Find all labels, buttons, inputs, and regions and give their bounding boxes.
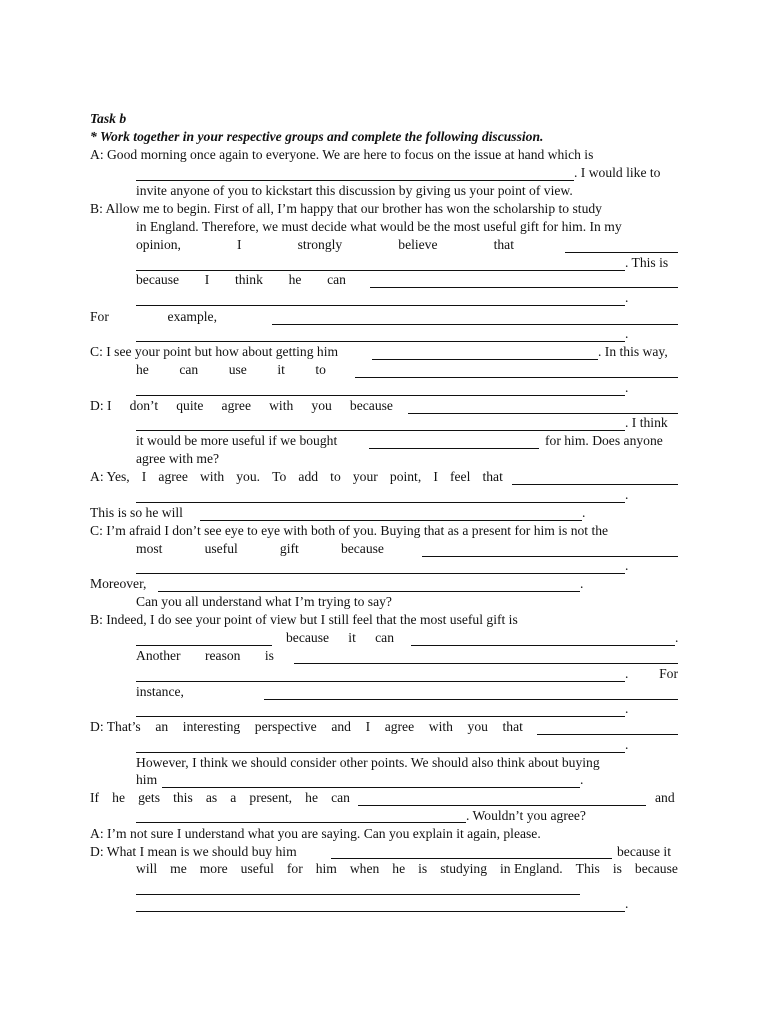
a2-blank2 xyxy=(136,502,625,503)
a3-line: A: I’m not sure I understand what you are saying. Can you explain it again, please. xyxy=(90,826,541,841)
b2-line2-dot: . xyxy=(675,630,679,645)
c1-blank3 xyxy=(136,395,625,396)
b2-blank4 xyxy=(136,681,625,682)
for-example: For example, xyxy=(90,309,217,324)
moreover-blank xyxy=(158,591,580,592)
b1-blank3 xyxy=(370,287,678,288)
d2-line4: him xyxy=(136,772,158,787)
b2-blank1 xyxy=(136,645,272,646)
example-end-dot: . xyxy=(625,326,629,341)
c2-line2: most useful gift because xyxy=(136,541,384,556)
d1-line2-end: . I think xyxy=(625,415,668,430)
c1-blank1 xyxy=(372,359,598,360)
d1-blank3 xyxy=(369,448,539,449)
example-blank1 xyxy=(272,324,678,325)
d3-line2: will me more useful for him when he is studying in England. This is because xyxy=(136,861,678,876)
b1-line3: opinion, I strongly believe that xyxy=(136,237,514,252)
d1-line1: D: I don’t quite agree with you because xyxy=(90,398,393,413)
c2-line1: C: I’m afraid I don’t see eye to eye with both of you. Buying that as a present for him is not the xyxy=(90,523,609,538)
a2-blank1 xyxy=(512,484,678,485)
task-instruction: * Work together in your respective groups and complete the following discussion. xyxy=(90,129,544,144)
d3-blank1 xyxy=(331,858,612,859)
b2-line4-end: . For xyxy=(625,666,678,681)
c2-question: Can you all understand what I’m trying to say? xyxy=(136,594,392,609)
and-label: and xyxy=(655,790,675,805)
d3-end-dot: . xyxy=(625,896,629,911)
d2-line4-dot: . xyxy=(580,772,584,787)
b2-line5: instance, xyxy=(136,684,184,699)
b1-blank1 xyxy=(565,252,678,253)
d1-blank1 xyxy=(408,413,678,414)
a1-line1: A: Good morning once again to everyone. We are here to focus on the issue at hand which is xyxy=(90,147,594,162)
c1-blank2 xyxy=(355,377,678,378)
b2-line2: because it can xyxy=(286,630,394,645)
moreover-label: Moreover, xyxy=(90,576,147,591)
c1-line1: C: I see your point but how about getting him xyxy=(90,344,339,359)
d3-blank2 xyxy=(136,894,580,895)
d2-blank2 xyxy=(136,752,625,753)
wouldnt-agree: . Wouldn’t you agree? xyxy=(466,808,586,823)
b2-blank5 xyxy=(264,699,678,700)
c1-end-dot: . xyxy=(625,380,629,395)
b1-blank4 xyxy=(136,305,625,306)
b1-end-dot: . xyxy=(625,290,629,305)
a2-line3-dot: . xyxy=(582,505,586,520)
a1-blank1 xyxy=(136,180,574,181)
d1-blank2 xyxy=(136,430,625,431)
task-title: Task b xyxy=(90,111,127,126)
d1-line4: agree with me? xyxy=(136,451,220,466)
b1-line1: B: Allow me to begin. First of all, I’m happy that our brother has won the scholarship to study xyxy=(90,201,602,216)
d2-end-dot: . xyxy=(625,737,629,752)
c2-blank1 xyxy=(422,556,678,557)
c2-blank2 xyxy=(136,573,625,574)
a1-line3: invite anyone of you to kickstart this discussion by giving us your point of view. xyxy=(136,183,573,198)
if-gets-blank1 xyxy=(358,805,646,806)
c1-line1-end: . In this way, xyxy=(598,344,668,359)
b2-blank2 xyxy=(411,645,675,646)
d1-line3-end: for him. Does anyone xyxy=(545,433,663,448)
a2-line3: This is so he will xyxy=(90,505,183,520)
d2-blank3 xyxy=(162,787,580,788)
b2-line1: B: Indeed, I do see your point of view but I still feel that the most useful gift is xyxy=(90,612,518,627)
d2-line3: However, I think we should consider other points. We should also think about buying xyxy=(136,755,600,770)
if-gets-line: If he gets this as a present, he can xyxy=(90,790,350,805)
a2-blank3 xyxy=(200,520,582,521)
d1-line3: it would be more useful if we bought xyxy=(136,433,338,448)
b2-line3: Another reason is xyxy=(136,648,274,663)
c1-line2: he can use it to xyxy=(136,362,326,377)
d3-line1: D: What I mean is we should buy him xyxy=(90,844,297,859)
d3-blank3 xyxy=(136,911,625,912)
d2-line1: D: That’s an interesting perspective and I agree with you that xyxy=(90,719,523,734)
example-blank2 xyxy=(136,341,625,342)
moreover-dot: . xyxy=(580,576,584,591)
b2-end-dot: . xyxy=(625,701,629,716)
b1-line2: in England. Therefore, we must decide what would be the most useful gift for him. In my xyxy=(136,219,622,234)
d2-blank1 xyxy=(537,734,678,735)
b2-blank3 xyxy=(294,663,678,664)
b2-blank6 xyxy=(136,716,625,717)
c2-end-dot: . xyxy=(625,558,629,573)
b1-line5: because I think he can xyxy=(136,272,346,287)
b1-blank2 xyxy=(136,270,625,271)
d3-line1-end: because it xyxy=(617,844,671,859)
b1-line4-end: . This is xyxy=(625,255,669,270)
a2-end-dot: . xyxy=(625,487,629,502)
if-gets-blank2 xyxy=(136,822,466,823)
a2-line1: A: Yes, I agree with you. To add to your point, I feel that xyxy=(90,469,503,484)
a1-line2-end: . I would like to xyxy=(574,165,661,180)
